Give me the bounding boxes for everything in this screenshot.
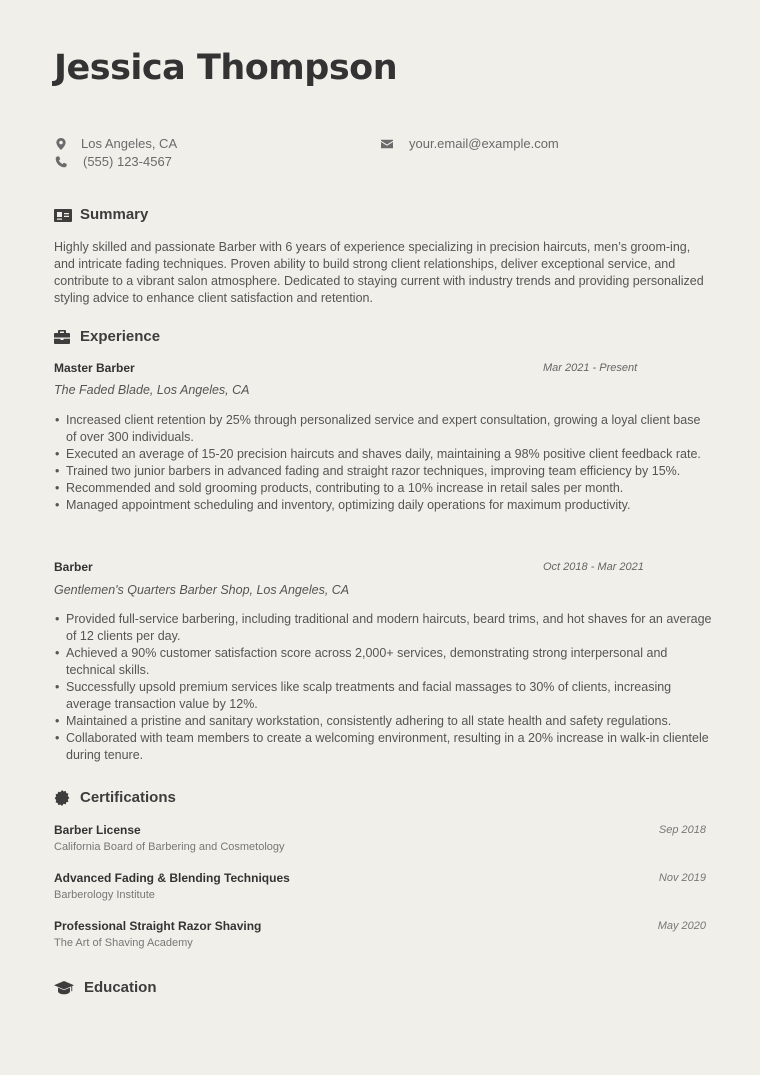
candidate-name: Jessica Thompson <box>54 48 398 88</box>
cert-date: May 2020 <box>657 920 706 932</box>
job-bullet: • Successfully upsold premium services like scalp treatments and facial massages to 30% of clients, increasing average transaction value by 12%. <box>54 679 714 713</box>
contact-email[interactable] <box>380 135 559 153</box>
job-bullet: • Executed an average of 15-20 precision haircuts and shaves daily, maintaining a 98% positive client feedback rate. <box>54 446 714 463</box>
email-link[interactable]: your.email@example.com <box>409 136 559 151</box>
experience-section-heading <box>54 327 160 347</box>
certifications-section-heading <box>54 788 176 808</box>
graduation-cap-icon <box>54 981 75 995</box>
cert-date: Nov 2019 <box>658 872 706 884</box>
job-bullets <box>54 412 714 514</box>
summary-title: Summary <box>80 206 149 223</box>
summary-section-heading <box>54 205 148 225</box>
phone-text: (555) 123-4567 <box>83 154 172 169</box>
education-title: Education <box>84 979 157 996</box>
job-title: Master Barber <box>54 361 135 375</box>
briefcase-icon <box>54 330 72 344</box>
certifications-title: Certifications <box>80 789 176 806</box>
job-bullet: • Maintained a pristine and sanitary workstation, consistently adhering to all state health and safety regulations. <box>54 713 714 730</box>
job-bullets <box>54 611 714 764</box>
cert-issuer: The Art of Shaving Academy <box>54 937 193 949</box>
phone-icon <box>54 156 68 168</box>
job-company: The Faded Blade, Los Angeles, CA <box>54 383 250 397</box>
job-bullet: • Recommended and sold grooming products, contributing to a 10% increase in retail sales per month. <box>54 480 714 497</box>
job-date: Oct 2018 - Mar 2021 <box>543 561 644 573</box>
job-bullet: • Collaborated with team members to create a welcoming environment, resulting in a 20% increase in walk-in clientele during tenure. <box>54 730 714 764</box>
id-card-icon <box>54 209 72 222</box>
job-title: Barber <box>54 560 93 574</box>
map-marker-icon <box>54 138 68 150</box>
job-bullet: • Increased client retention by 25% through personalized service and expert consultation, growing a loyal client base of over 300 individuals. <box>54 412 714 446</box>
cert-issuer: California Board of Barbering and Cosmetology <box>54 841 285 853</box>
location-text: Los Angeles, CA <box>81 136 178 151</box>
cert-name: Professional Straight Razor Shaving <box>54 919 262 933</box>
cert-name: Barber License <box>54 823 141 837</box>
cert-date: Sep 2018 <box>658 824 706 836</box>
job-bullet: • Trained two junior barbers in advanced fading and straight razor techniques, improving team efficiency by 15%. <box>54 463 714 480</box>
education-section-heading <box>54 978 157 998</box>
experience-title: Experience <box>80 328 161 345</box>
contact-phone <box>54 153 172 171</box>
job-date: Mar 2021 - Present <box>543 362 638 374</box>
contact-location <box>54 135 177 153</box>
cert-name: Advanced Fading & Blending Techniques <box>54 871 290 885</box>
envelope-icon <box>380 138 394 150</box>
job-company: Gentlemen's Quarters Barber Shop, Los Angeles, CA <box>54 583 350 597</box>
job-bullet: • Managed appointment scheduling and inventory, optimizing daily operations for maximum productivity. <box>54 497 714 514</box>
job-bullet: • Achieved a 90% customer satisfaction score across 2,000+ services, demonstrating strong interpersonal and technical skills. <box>54 645 714 679</box>
summary-text: Highly skilled and passionate Barber with 6 years of experience specializing in precision haircuts, men’s groom-ing, and intricate fading techniques. Proven ability to build strong client relationships, deliver exceptional service, and contribute to a vibrant salon atmosphere. Dedicated to staying current with industry trends and providing personalized styling advice to enhance client satisfaction and retention. <box>54 240 704 305</box>
certificate-icon <box>54 790 72 806</box>
cert-issuer: Barberology Institute <box>54 889 155 901</box>
job-bullet: • Provided full-service barbering, including traditional and modern haircuts, beard trims, and hot shaves for an average of 12 clients per day. <box>54 611 714 645</box>
